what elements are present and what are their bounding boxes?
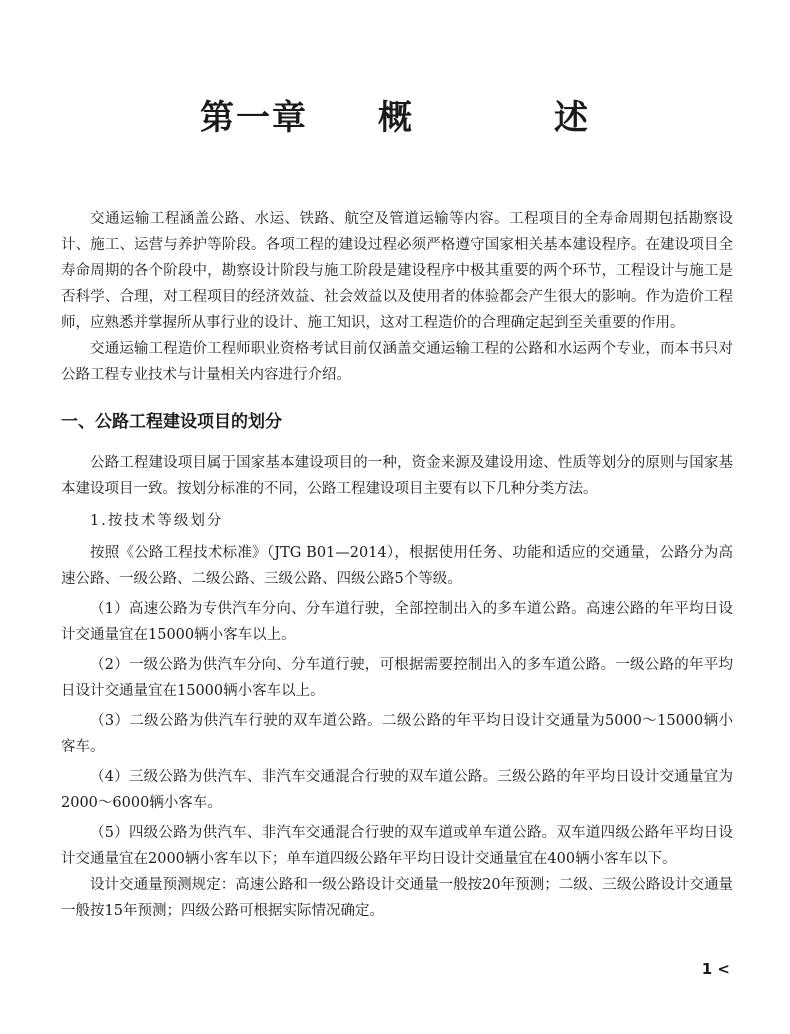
chapter-title: [0, 96, 790, 140]
section-paragraph-3: 设计交通量预测规定：高速公路和一级公路设计交通量一般按20年预测；二级、三级公路设计交通量一般按15年预测；四级公路可根据实际情况确定。: [61, 877, 733, 919]
section-heading: 一、公路工程建设项目的划分: [61, 412, 282, 432]
chapter-number: 第一章: [200, 98, 308, 138]
list-item: （2）一级公路为供汽车分向、分车道行驶，可根据需要控制出入的多车道公路。一级公路的年平均日设计交通量宜在15000辆小客车以上。: [61, 657, 733, 699]
section-paragraph-2: 按照《公路工程技术标准》（JTG B01—2014），根据使用任务、功能和适应的交通量，公路分为高速公路、一级公路、二级公路、三级公路、四级公路5个等级。: [61, 545, 733, 587]
intro-paragraph-1: 交通运输工程涵盖公路、水运、铁路、航空及管道运输等内容。工程项目的全寿命周期包括勘察设计、施工、运营与养护等阶段。各项工程的建设过程必须严格遵守国家相关基本建设程序。在建设项目全寿命周期的各个阶段中，勘察设计阶段与施工阶段是建设程序中极其重要的两个环节，工程设计与施工是否科学、合理，对工程项目的经济效益、社会效益以及使用者的体验都会产生很大的影响。作为造价工程师，应熟悉并掌握所从事行业的设计、施工知识，这对工程造价的合理确定起到至关重要的作用。: [61, 211, 733, 331]
chapter-title-char-1: 概: [378, 98, 414, 138]
sub-heading: 1.按技术等级划分: [90, 513, 224, 529]
list-item: （4）三级公路为供汽车、非汽车交通混合行驶的双车道公路。三级公路的年平均日设计交通量宜为2000～6000辆小客车。: [61, 769, 733, 811]
list-item: （1）高速公路为专供汽车分向、分车道行驶，全部控制出入的多车道公路。高速公路的年平均日设计交通量宜在15000辆小客车以上。: [61, 601, 733, 643]
page-marker-icon: <: [717, 960, 730, 978]
section-paragraph-1: 公路工程建设项目属于国家基本建设项目的一种，资金来源及建设用途、性质等划分的原则与国家基本建设项目一致。按划分标准的不同，公路工程建设项目主要有以下几种分类方法。: [61, 455, 733, 497]
list-item: （5）四级公路为供汽车、非汽车交通混合行驶的双车道或单车道公路。双车道四级公路年平均日设计交通量宜在2000辆小客车以下；单车道四级公路年平均日设计交通量宜在400辆小客车以下。: [61, 825, 733, 867]
page-number: [702, 960, 730, 978]
body-text: [61, 206, 733, 924]
page-number-value: 1: [701, 960, 713, 978]
list-item: （3）二级公路为供汽车行驶的双车道公路。二级公路的年平均日设计交通量为5000～15000辆小客车。: [61, 713, 733, 755]
chapter-title-char-2: 述: [554, 98, 590, 138]
intro-paragraph-2: 交通运输工程造价工程师职业资格考试目前仅涵盖交通运输工程的公路和水运两个专业，而本书只对公路工程专业技术与计量相关内容进行介绍。: [61, 341, 733, 383]
